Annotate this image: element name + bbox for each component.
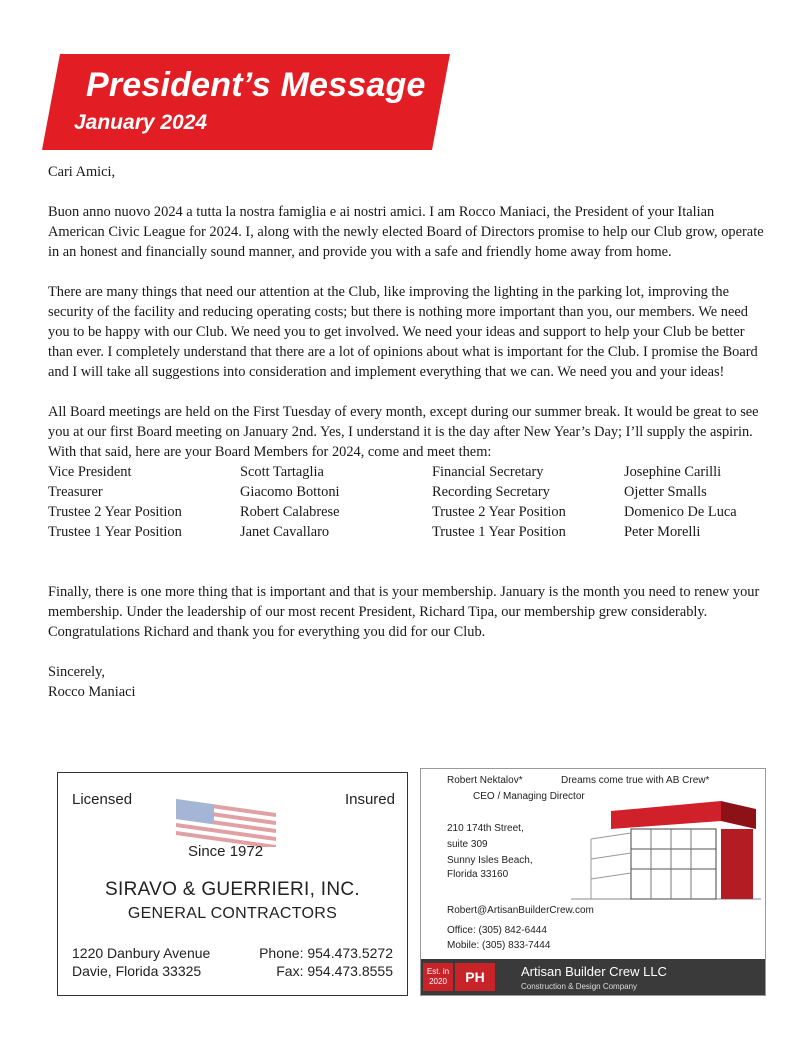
- board-position: Vice President: [48, 464, 132, 480]
- board-member-name: Peter Morelli: [624, 524, 701, 540]
- letter-body: [48, 162, 772, 702]
- paragraph-membership: Finally, there is one more thing that is important and that is your membership. January is the month you need to renew your membership. Under the leadership of our most recent President, Richard Tipa, our membership grew considerably. Congratulations Richard and thank you for everything you did for our Club.: [48, 584, 760, 640]
- address-line-2: suite 309: [447, 839, 488, 850]
- board-members-table: [48, 462, 772, 542]
- established-year: 2020: [429, 977, 447, 986]
- ad-tagline: Dreams come true with AB Crew*: [561, 775, 710, 786]
- board-position: Financial Secretary: [432, 464, 544, 480]
- table-row: [48, 502, 772, 522]
- building-illustration-icon: [571, 789, 761, 909]
- board-member-name: Scott Tartaglia: [240, 464, 324, 480]
- office-phone: Office: (305) 842-6444: [447, 925, 547, 936]
- fax-number: Fax: 954.473.8555: [276, 963, 393, 979]
- address-line-2: Davie, Florida 33325: [72, 963, 202, 979]
- company-name: SIRAVO & GUERRIERI, INC.: [105, 879, 360, 900]
- company-name: Artisan Builder Crew LLC: [521, 964, 667, 979]
- contact-name: Robert Nektalov*: [447, 775, 523, 786]
- established-badge: [423, 963, 453, 991]
- paragraph-priorities: There are many things that need our attention at the Club, like improving the lighting in the parking lot, improving the security of the facility and reducing operating costs; but there is nothing more important than you, our members. We need you to be happy with our Club. We need you to get involved. We need your ideas and support to help your Club be better than ever. I completely understand that there are a lot of opinions about what is important for the Club. I promise the Board and I will take all suggestions into consideration and implement everything that we can. We need you and your ideas!: [48, 284, 758, 380]
- page-subtitle: January 2024: [74, 111, 208, 134]
- ph-logo: PH: [455, 963, 495, 991]
- address-line-3: Sunny Isles Beach,: [447, 855, 533, 866]
- board-position: Treasurer: [48, 484, 103, 500]
- american-flag-icon: [176, 799, 276, 847]
- board-position: Trustee 2 Year Position: [48, 504, 182, 520]
- greeting: Cari Amici,: [48, 164, 116, 180]
- paragraph-meetings: All Board meetings are held on the First Tuesday of every month, except during our summer break. It would be great to see you at our first Board meeting on January 2nd. Yes, I understand it is the day after New Year’s Day; I’ll supply the aspirin. With that said, here are your Board Members for 2024, come and meet them:: [48, 404, 759, 460]
- mobile-phone: Mobile: (305) 833-7444: [447, 940, 551, 951]
- company-type: GENERAL CONTRACTORS: [127, 905, 338, 922]
- closing: Sincerely,: [48, 664, 106, 680]
- siravo-guerrieri-ad: [57, 772, 408, 996]
- board-member-name: Josephine Carilli: [624, 464, 722, 480]
- established-label: Est. in: [426, 967, 450, 976]
- licensed-label: Licensed: [72, 791, 133, 808]
- board-member-name: Domenico De Luca: [624, 504, 737, 520]
- phone-number: Phone: 954.473.5272: [259, 945, 393, 961]
- board-position: Trustee 1 Year Position: [432, 524, 566, 540]
- board-member-name: Ojetter Smalls: [624, 484, 707, 500]
- board-position: Trustee 2 Year Position: [432, 504, 566, 520]
- board-position: Trustee 1 Year Position: [48, 524, 182, 540]
- insured-label: Insured: [344, 791, 395, 808]
- address-line-1: 1220 Danbury Avenue: [72, 945, 211, 961]
- artisan-builder-ad: [420, 768, 766, 996]
- page-title: President’s Message: [86, 66, 426, 104]
- email-address: Robert@ArtisanBuilderCrew.com: [447, 905, 594, 916]
- ad-footer-bar: [421, 959, 765, 995]
- table-row: [48, 462, 772, 482]
- signature: Rocco Maniaci: [48, 684, 136, 700]
- since-year: Since 1972: [188, 843, 264, 860]
- company-tagline: Construction & Design Company: [521, 982, 638, 991]
- address-line-1: 210 174th Street,: [447, 823, 524, 834]
- board-member-name: Giacomo Bottoni: [240, 484, 340, 500]
- paragraph-intro: Buon anno nuovo 2024 a tutta la nostra famiglia e ai nostri amici. I am Rocco Maniaci, the President of your Italian American Civic League for 2024. I, along with the newly elected Board of Directors promise to help our Club grow, operate in an honest and financially sound manner, and provide you with a safe and friendly home away from home.: [48, 204, 764, 260]
- board-member-name: Janet Cavallaro: [240, 524, 330, 540]
- table-row: [48, 482, 772, 502]
- board-position: Recording Secretary: [432, 484, 550, 500]
- board-member-name: Robert Calabrese: [240, 504, 340, 520]
- contact-role: CEO / Managing Director: [473, 791, 585, 802]
- address-line-4: Florida 33160: [447, 869, 509, 880]
- table-row: [48, 522, 772, 542]
